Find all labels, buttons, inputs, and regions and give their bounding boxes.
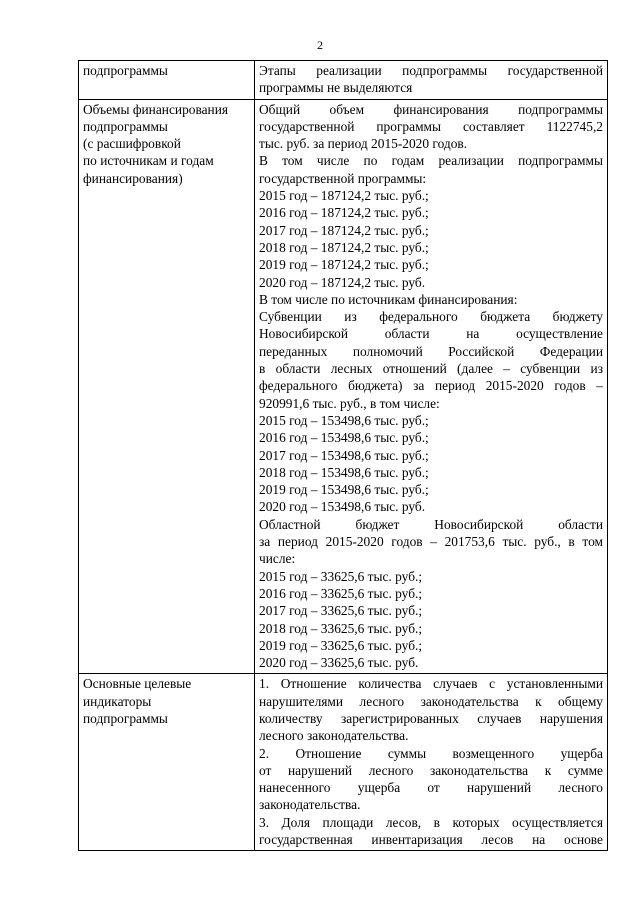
table-row [79,99,608,674]
content-line: 2018 год – 153498,6 тыс. руб.; [259,464,429,480]
content-line: 2015 год – 187124,2 тыс. руб.; [259,188,429,204]
row-label-cell [79,674,255,851]
table-row [79,674,608,851]
label-line: Основные целевые [83,676,192,692]
content-line: 2020 год – 187124,2 тыс. руб. [259,274,426,290]
passport-table [78,60,608,851]
content-line: государственной программы составляет 1122745,2 [259,118,603,134]
content-line: 2017 год – 33625,6 тыс. руб.; [259,603,423,619]
content-line: 2018 год – 33625,6 тыс. руб.; [259,620,423,636]
content-line: 2019 год – 33625,6 тыс. руб.; [259,637,423,653]
content-line: Новосибирской области на осуществление [259,326,603,342]
content-line: лесного законодательства. [259,728,409,744]
content-line: 2016 год – 187124,2 тыс. руб.; [259,205,429,221]
row-content-cell [255,61,608,100]
page-number: 2 [317,38,323,52]
label-line: (с расшифровкой [83,136,181,152]
content-line: 2016 год – 33625,6 тыс. руб.; [259,585,423,601]
content-line: от нарушений лесного законодательства к сумме [259,762,603,778]
content-line: переданных полномочий Российской Федерации [259,343,603,359]
content-line: 2019 год – 187124,2 тыс. руб.; [259,257,429,273]
content-line: количеству зарегистрированных случаев нарушения [259,710,603,726]
content-line: В том числе по источникам финансирования: [259,291,518,307]
content-line: 2015 год – 153498,6 тыс. руб.; [259,412,429,428]
content-line: 2020 год – 33625,6 тыс. руб. [259,655,419,671]
content-line: 2017 год – 187124,2 тыс. руб.; [259,222,429,238]
row-label-cell [79,99,255,674]
row-label-cell [79,61,255,100]
label-line: финансирования) [83,170,183,186]
content-line: 2020 год – 153498,6 тыс. руб. [259,499,426,515]
content-line: 2. Отношение суммы возмещенного ущерба [259,745,603,761]
content-line: 2019 год – 153498,6 тыс. руб.; [259,482,429,498]
label-line: Объемы финансирования [83,101,229,117]
label-line: подпрограммы [83,118,168,134]
content-line: В том числе по годам реализации подпрограммы [259,153,603,169]
row-content-cell [255,99,608,674]
content-line: 2015 год – 33625,6 тыс. руб.; [259,568,423,584]
content-line: государственной программы: [259,170,427,186]
content-line: нанесенного ущерба от нарушений лесного [259,780,603,796]
label-line: подпрограммы [83,710,168,726]
content-line: государственная инвентаризация лесов на основе [259,832,603,848]
content-line: 2018 год – 187124,2 тыс. руб.; [259,239,429,255]
content-line: Общий объем финансирования подпрограммы [259,101,603,117]
content-line: законодательства. [259,797,361,813]
table-row [79,61,608,100]
content-line: 920991,6 тыс. руб., в том числе: [259,395,440,411]
content-line: 2016 год – 153498,6 тыс. руб.; [259,430,429,446]
content-line: 3. Доля площади лесов, в которых осуществляется [259,814,603,830]
content-line: за период 2015-2020 годов – 201753,6 тыс. руб., в том [259,534,603,550]
content-line: нарушителями лесного законодательства к общему [259,693,603,709]
content-line: федерального бюджета) за период 2015-2020 годов – [259,378,603,394]
label-line: подпрограммы [83,63,168,78]
content-line: программы не выделяются [259,80,413,96]
content-line: Субвенции из федерального бюджета бюджету [259,309,603,325]
content-line: Этапы реализации подпрограммы государственной [259,63,603,78]
content-line: в области лесных отношений (далее – субвенции из [259,361,603,377]
content-line: 2017 год – 153498,6 тыс. руб.; [259,447,429,463]
passport-table-body [79,61,608,851]
content-line: тыс. руб. за период 2015-2020 годов. [259,136,468,152]
label-line: индикаторы [83,693,152,709]
content-line: 1. Отношение количества случаев с установленными [259,676,603,692]
content-line: числе: [259,551,296,567]
row-content-cell [255,674,608,851]
content-line: Областной бюджет Новосибирской области [259,516,603,532]
label-line: по источникам и годам [83,153,214,169]
